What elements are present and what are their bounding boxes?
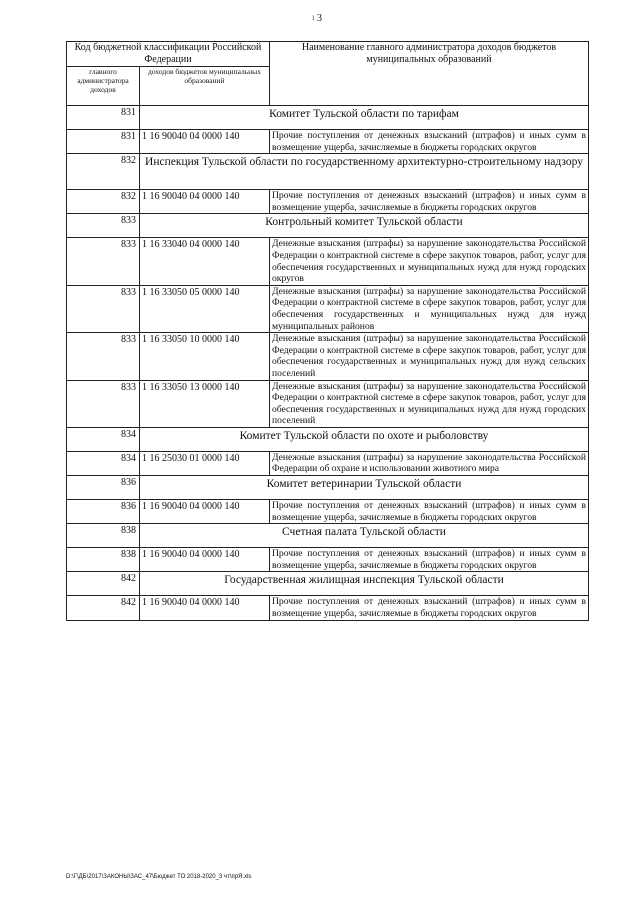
org-row — [67, 524, 589, 548]
table-row — [67, 596, 589, 620]
admin-code: 842 — [67, 572, 140, 596]
admin-code: 833 — [67, 380, 140, 427]
table-row — [67, 130, 589, 154]
admin-code: 832 — [67, 154, 140, 190]
table-row — [67, 238, 589, 285]
income-description: Денежные взыскания (штрафы) за нарушение законодательства Российской Федерации о контрактной системе в сфере закупок товаров, работ, услуг для обеспечения государственных и муниципальных нужд для нужд городских округов — [270, 238, 589, 285]
budget-code: 1 16 90040 04 0000 140 — [140, 130, 270, 154]
admin-name: Счетная палата Тульской области — [140, 524, 589, 548]
income-description: Денежные взыскания (штрафы) за нарушение законодательства Российской Федерации о контрактной системе в сфере закупок товаров, работ, услуг для обеспечения государственных и муниципальных нужд для нужд сельских поселений — [270, 333, 589, 380]
income-description: Прочие поступления от денежных взысканий (штрафов) и иных сумм в возмещение ущерба, зачисляемые в бюджеты городских округов — [270, 500, 589, 524]
admin-code: 833 — [67, 285, 140, 332]
admin-code: 834 — [67, 451, 140, 475]
budget-code: 1 16 33050 05 0000 140 — [140, 285, 270, 332]
scan-mark: ı — [312, 12, 315, 22]
income-description: Прочие поступления от денежных взысканий (штрафов) и иных сумм в возмещение ущерба, зачисляемые в бюджеты городских округов — [270, 190, 589, 214]
budget-code: 1 16 33050 10 0000 140 — [140, 333, 270, 380]
income-description: Прочие поступления от денежных взысканий (штрафов) и иных сумм в возмещение ущерба, зачисляемые в бюджеты городских округов — [270, 548, 589, 572]
org-row — [67, 214, 589, 238]
admin-code: 831 — [67, 106, 140, 130]
file-path-footer: D:\Г\ДБ\2017\ЗАКОНЫ\ЗАС_47\Бюджет ТО 2018-2020_3 чт\прЯ.xls — [66, 874, 252, 880]
admin-code: 831 — [67, 130, 140, 154]
admin-name: Комитет Тульской области по охоте и рыболовству — [140, 427, 589, 451]
org-row — [67, 427, 589, 451]
admin-name: Инспекция Тульской области по государственному архитектурно-строительному надзору — [140, 154, 589, 190]
table-body — [67, 106, 589, 621]
income-description: Прочие поступления от денежных взысканий (штрафов) и иных сумм в возмещение ущерба, зачисляемые в бюджеты городских округов — [270, 596, 589, 620]
budget-code: 1 16 90040 04 0000 140 — [140, 596, 270, 620]
admin-code: 833 — [67, 333, 140, 380]
header-code: Код бюджетной классификации Российской Федерации — [67, 42, 270, 67]
page-number: 3 — [317, 13, 322, 24]
subheader-income: доходов бюджетов муниципальных образований — [140, 67, 270, 106]
budget-code: 1 16 33050 13 0000 140 — [140, 380, 270, 427]
admin-code: 833 — [67, 238, 140, 285]
income-description: Денежные взыскания (штрафы) за нарушение законодательства Российской Федерации о контрактной системе в сфере закупок товаров, работ, услуг для обеспечения государственных и муниципальных нужд для нужд городских поселений — [270, 380, 589, 427]
admin-name: Комитет Тульской области по тарифам — [140, 106, 589, 130]
admin-name: Комитет ветеринарии Тульской области — [140, 476, 589, 500]
table-row — [67, 285, 589, 332]
admin-code: 833 — [67, 214, 140, 238]
table-row — [67, 190, 589, 214]
org-row — [67, 154, 589, 190]
table-row — [67, 548, 589, 572]
admin-code: 842 — [67, 596, 140, 620]
table-row — [67, 451, 589, 475]
admin-code: 836 — [67, 500, 140, 524]
admin-code: 832 — [67, 190, 140, 214]
admin-code: 838 — [67, 548, 140, 572]
admin-name: Государственная жилищная инспекция Тульской области — [140, 572, 589, 596]
header-name: Наименование главного администратора доходов бюджетов муниципальных образований — [270, 42, 589, 106]
admin-code: 834 — [67, 427, 140, 451]
income-description: Денежные взыскания (штрафы) за нарушение законодательства Российской Федерации о контрактной системе в сфере закупок товаров, работ, услуг для обеспечения государственных и муниципальных нужд для нужд муниципальных районов — [270, 285, 589, 332]
admin-code: 838 — [67, 524, 140, 548]
income-description: Денежные взыскания (штрафы) за нарушение законодательства Российской Федерации об охране и использовании животного мира — [270, 451, 589, 475]
income-description: Прочие поступления от денежных взысканий (штрафов) и иных сумм в возмещение ущерба, зачисляемые в бюджеты городских округов — [270, 130, 589, 154]
table-row — [67, 380, 589, 427]
table-row — [67, 500, 589, 524]
subheader-admin: главного администратора доходов — [67, 67, 140, 106]
budget-code: 1 16 25030 01 0000 140 — [140, 451, 270, 475]
org-row — [67, 572, 589, 596]
budget-code: 1 16 90040 04 0000 140 — [140, 190, 270, 214]
table-row — [67, 333, 589, 380]
org-row — [67, 106, 589, 130]
admin-code: 836 — [67, 476, 140, 500]
budget-code: 1 16 33040 04 0000 140 — [140, 238, 270, 285]
admin-name: Контрольный комитет Тульской области — [140, 214, 589, 238]
org-row — [67, 476, 589, 500]
budget-code: 1 16 90040 04 0000 140 — [140, 500, 270, 524]
revenue-admin-table — [66, 41, 589, 621]
budget-code: 1 16 90040 04 0000 140 — [140, 548, 270, 572]
